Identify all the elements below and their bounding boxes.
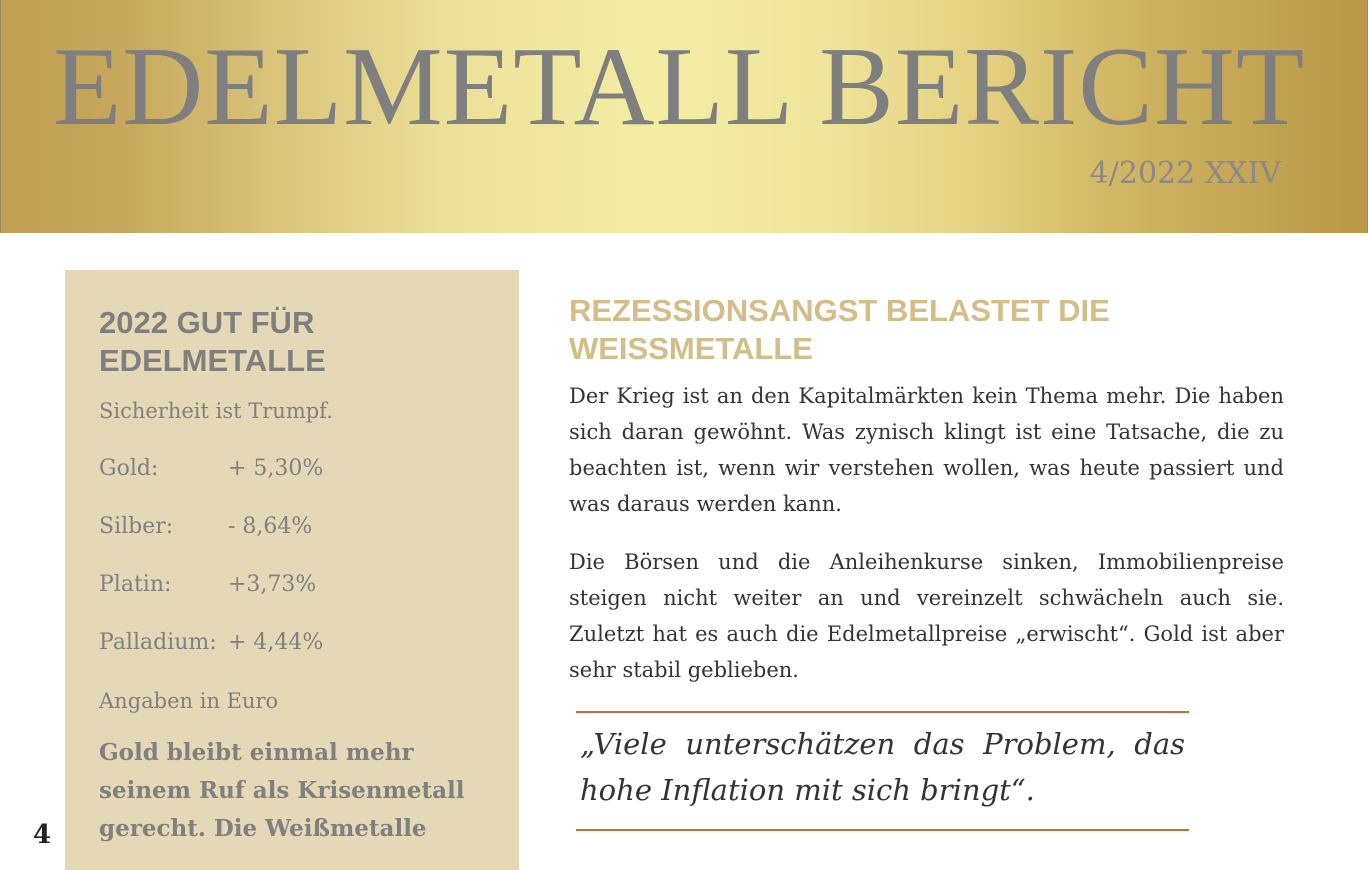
stat-metal: Silber: bbox=[99, 514, 174, 539]
sidebar-bold-text: Gold bleibt einmal mehr seinem Ruf als Krisenmetall gerecht. Die Weißmetalle bbox=[99, 739, 465, 842]
sidebar-heading: 2022 GUT FÜR EDELMETALLE bbox=[99, 305, 326, 378]
stat-metal: Platin: bbox=[99, 572, 172, 597]
stat-row-palladium bbox=[99, 630, 499, 656]
article-paragraph: Der Krieg ist an den Kapitalmärkten kein Thema mehr. Die haben sich daran gewöhnt. Was zynisch klingt ist eine Tatsache, die zu beachten ist, wenn wir verstehen wollen, was heute passiert und was daraus werden kann. bbox=[569, 384, 1284, 516]
sidebar-box bbox=[65, 270, 519, 870]
stat-metal: Palladium: bbox=[99, 630, 217, 655]
pull-quote-text: „Viele unterschätzen das Problem, das hohe Inflation mit sich bringt“. bbox=[580, 727, 1185, 807]
article-headline: REZESSIONSANGST BELASTET DIE WEISSMETALLE bbox=[569, 293, 1110, 366]
unit-note: Angaben in Euro bbox=[99, 689, 279, 713]
newsletter-title: EDELMETALL BERICHT bbox=[53, 25, 1306, 149]
masthead-banner bbox=[0, 0, 1368, 233]
stat-row-platin bbox=[99, 572, 499, 598]
article bbox=[569, 292, 1284, 688]
stat-metal: Gold: bbox=[99, 456, 159, 481]
stat-row-gold bbox=[99, 456, 499, 482]
sidebar-intro: Sicherheit ist Trumpf. bbox=[99, 399, 333, 423]
article-paragraph: Die Börsen und die Anleihenkurse sinken, Immobilienpreise steigen nicht weiter an und vereinzelt schwächeln auch sie. Zuletzt hat es auch die Edelmetallpreise „erwischt“. Gold ist aber sehr stabil geblieben. bbox=[569, 550, 1284, 682]
issue-number: 4/2022 XXIV bbox=[1089, 156, 1281, 191]
page-number: 4 bbox=[33, 820, 52, 850]
stat-change: + 5,30% bbox=[228, 456, 324, 481]
stat-change: +3,73% bbox=[228, 572, 317, 597]
pull-quote bbox=[576, 711, 1189, 831]
stat-change: + 4,44% bbox=[228, 630, 324, 655]
stat-row-silber bbox=[99, 514, 499, 540]
stat-change: - 8,64% bbox=[228, 514, 313, 539]
